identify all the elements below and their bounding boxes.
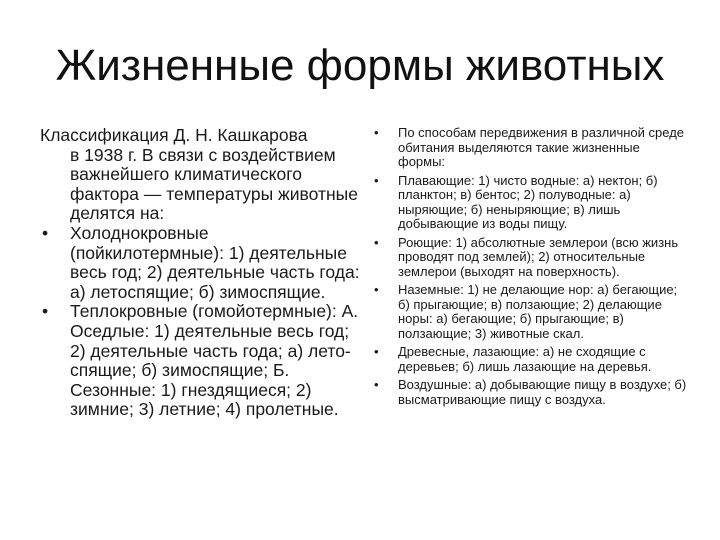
left-bullet-list [40, 224, 360, 420]
list-item: • Древесные, лазающие: а) не сходящие с деревьев; б) лишь лазающие на деревья. [370, 345, 690, 374]
list-item: • Плавающие: 1) чисто водные: а) нектон; б) планктон; в) бентос; 2) полуводные: а) ныряющие; б) неныряющие; в) лишь добывающие из воды пищу. [370, 174, 690, 232]
list-item: • Холоднокровные (пойкилотермные): 1) деятельные весь год; 2) деятельные часть года: а) летоспящие; б) зимоспящие. [40, 224, 360, 302]
slide-title: Жизненные формы животных [55, 41, 665, 90]
list-item: • Теплокровные (гомойотермные): А. Оседлые: 1) деятельные весь год; 2) деятельные часть года; а) лето-спящие; б) зимоспящие; Б. Сезонные: 1) гнездящиеся; 2) зимние; 3) летние; 4) пролетные. [40, 302, 360, 420]
left-column [40, 126, 360, 420]
intro-rest: в 1938 г. В связи с воздействием важнейшего климатического фактора — температуры животные делятся на: [70, 144, 358, 224]
list-item: • Наземные: 1) не делающие нор: а) бегающие; б) прыгающие; в) ползающие; 2) делающие норы: а) бегающие; б) прыгающие; в) ползающие; 3) животные скал. [370, 283, 690, 341]
intro-first-line: Классификация Д. Н. Кашкарова [40, 125, 308, 145]
intro-paragraph [40, 126, 360, 224]
right-column [370, 126, 690, 411]
list-item: • По способам передвижения в различной среде обитания выделяются такие жизненные формы: [370, 126, 690, 170]
right-bullet-list [370, 126, 690, 407]
list-item: • Воздушные: а) добывающие пищу в воздухе; б) высматривающие пищу с воздуха. [370, 378, 690, 407]
list-item: • Роющие: 1) абсолютные землерои (всю жизнь проводят под землей); 2) относительные землерои (выходят на поверхность). [370, 236, 690, 280]
